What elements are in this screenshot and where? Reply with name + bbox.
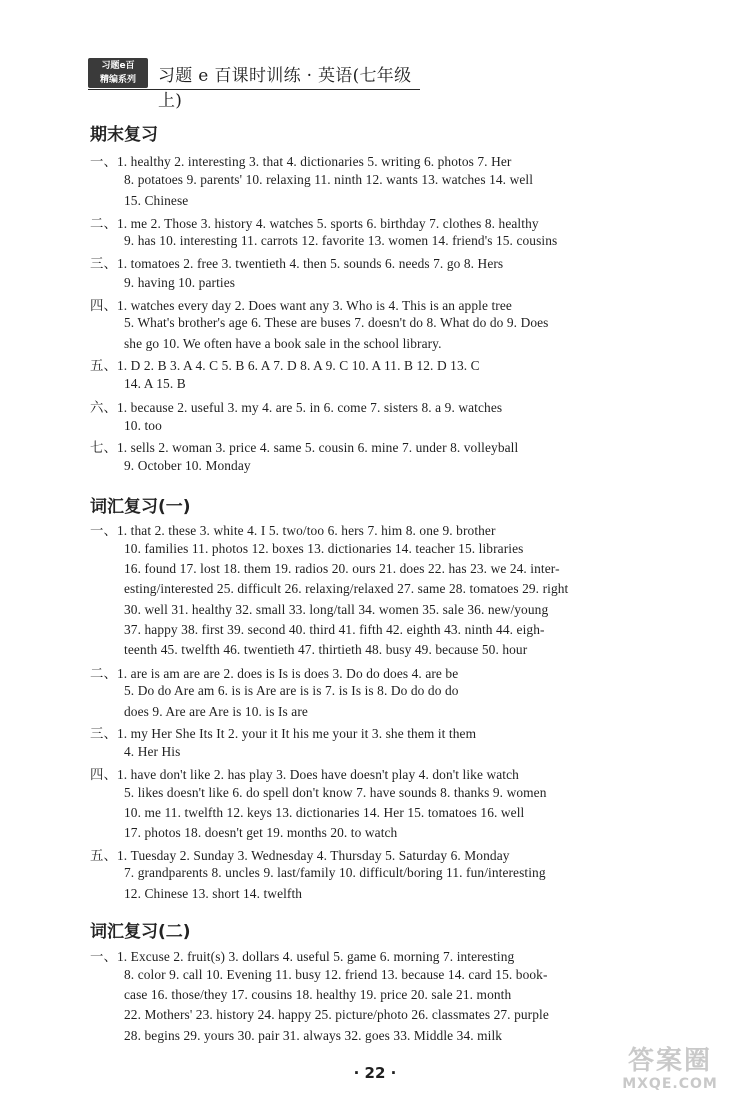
answer-line: 9. October 10. Monday (124, 458, 251, 473)
answer-line: 四、1. watches every day 2. Does want any 3. Who is 4. This is an apple tree (90, 298, 512, 313)
answer-line: 15. Chinese (124, 193, 189, 208)
answer-line: 22. Mothers' 23. history 24. happy 25. picture/photo 26. classmates 27. purple (124, 1007, 549, 1022)
answer-line: esting/interested 25. difficult 26. relaxing/relaxed 27. same 28. tomatoes 29. right (124, 581, 569, 596)
series-logo (88, 58, 148, 88)
watermark-cn: 答案圈 (627, 1046, 712, 1076)
answer-line: 4. Her His (124, 744, 181, 759)
answer-line: case 16. those/they 17. cousins 18. healthy 19. price 20. sale 21. month (124, 987, 512, 1002)
answer-line: 37. happy 38. first 39. second 40. third 41. fifth 42. eighth 43. ninth 44. eigh- (124, 622, 545, 637)
logo-line-1: 习题e百 (101, 61, 135, 71)
site-watermark (606, 1046, 734, 1098)
answer-line: 17. photos 18. doesn't get 19. months 20. to watch (124, 825, 398, 840)
answer-line: 二、1. me 2. Those 3. history 4. watches 5. sports 6. birthday 7. clothes 8. healthy (90, 216, 539, 231)
section-title-vocab-review-2: 词汇复习(二) (90, 922, 191, 942)
logo-line-2: 精编系列 (99, 75, 136, 85)
answer-line: 30. well 31. healthy 32. small 33. long/tall 34. women 35. sale 36. new/young (124, 602, 549, 617)
answer-line: 四、1. have don't like 2. has play 3. Does have doesn't play 4. don't like watch (90, 767, 519, 782)
answer-line: 10. too (124, 418, 162, 433)
answer-line: 五、1. Tuesday 2. Sunday 3. Wednesday 4. Thursday 5. Saturday 6. Monday (90, 848, 510, 863)
answer-line: 一、1. healthy 2. interesting 3. that 4. dictionaries 5. writing 6. photos 7. Her (90, 154, 512, 169)
answer-line: 28. begins 29. yours 30. pair 31. always 32. goes 33. Middle 34. milk (124, 1028, 503, 1043)
answer-line: 二、1. are is am are are 2. does is Is is does 3. Do do does 4. are be (90, 666, 459, 681)
answer-line: 五、1. D 2. B 3. A 4. C 5. B 6. A 7. D 8. A 9. C 10. A 11. B 12. D 13. C (90, 358, 480, 373)
answer-line: 16. found 17. lost 18. them 19. radios 20. ours 21. does 22. has 23. we 24. inter- (124, 561, 560, 576)
answer-line: 5. Do do Are am 6. is is Are are is is 7. is Is is 8. Do do do do (124, 683, 459, 698)
answer-line: 9. having 10. parties (124, 275, 236, 290)
header-rule (88, 89, 420, 90)
section-title-final-review: 期末复习 (90, 125, 158, 145)
answer-line: 一、1. Excuse 2. fruit(s) 3. dollars 4. useful 5. game 6. morning 7. interesting (90, 949, 515, 964)
answer-line: 5. What's brother's age 6. These are buses 7. doesn't do 8. What do do 9. Does (124, 315, 549, 330)
answer-line: 10. families 11. photos 12. boxes 13. dictionaries 14. teacher 15. libraries (124, 541, 524, 556)
watermark-en: MXQE.COM (622, 1076, 718, 1092)
answer-line: 三、1. my Her She Its It 2. your it It his me your it 3. she them it them (90, 726, 477, 741)
answer-line: 10. me 11. twelfth 12. keys 13. dictionaries 14. Her 15. tomatoes 16. well (124, 805, 525, 820)
answer-line: she go 10. We often have a book sale in the school library. (124, 336, 442, 351)
answer-line: does 9. Are are Are is 10. is Is are (124, 704, 308, 719)
running-header (88, 58, 420, 111)
book-title: 习题 e 百课时训练 · 英语(七年级上) (158, 66, 412, 111)
page-number: · 22 · (353, 1064, 397, 1082)
answer-line: 8. color 9. call 10. Evening 11. busy 12. friend 13. because 14. card 15. book- (124, 967, 548, 982)
section-title-vocab-review-1: 词汇复习(一) (90, 497, 191, 517)
answer-line: 8. potatoes 9. parents' 10. relaxing 11. ninth 12. wants 13. watches 14. well (124, 172, 534, 187)
answer-line: 14. A 15. B (124, 376, 186, 391)
answer-line: 12. Chinese 13. short 14. twelfth (124, 886, 303, 901)
answer-line: 七、1. sells 2. woman 3. price 4. same 5. cousin 6. mine 7. under 8. volleyball (90, 440, 519, 455)
answer-line: 9. has 10. interesting 11. carrots 12. favorite 13. women 14. friend's 15. cousins (124, 233, 558, 248)
answer-line: 5. likes doesn't like 6. do spell don't know 7. have sounds 8. thanks 9. women (124, 785, 547, 800)
answer-line: 三、1. tomatoes 2. free 3. twentieth 4. then 5. sounds 6. needs 7. go 8. Hers (90, 256, 504, 271)
answer-line: 7. grandparents 8. uncles 9. last/family 10. difficult/boring 11. fun/interesting (124, 865, 546, 880)
answer-line: teenth 45. twelfth 46. twentieth 47. thirtieth 48. busy 49. because 50. hour (124, 642, 528, 657)
answer-line: 六、1. because 2. useful 3. my 4. are 5. in 6. come 7. sisters 8. a 9. watches (90, 400, 503, 415)
answer-line: 一、1. that 2. these 3. white 4. I 5. two/too 6. hers 7. him 8. one 9. brother (90, 523, 496, 538)
